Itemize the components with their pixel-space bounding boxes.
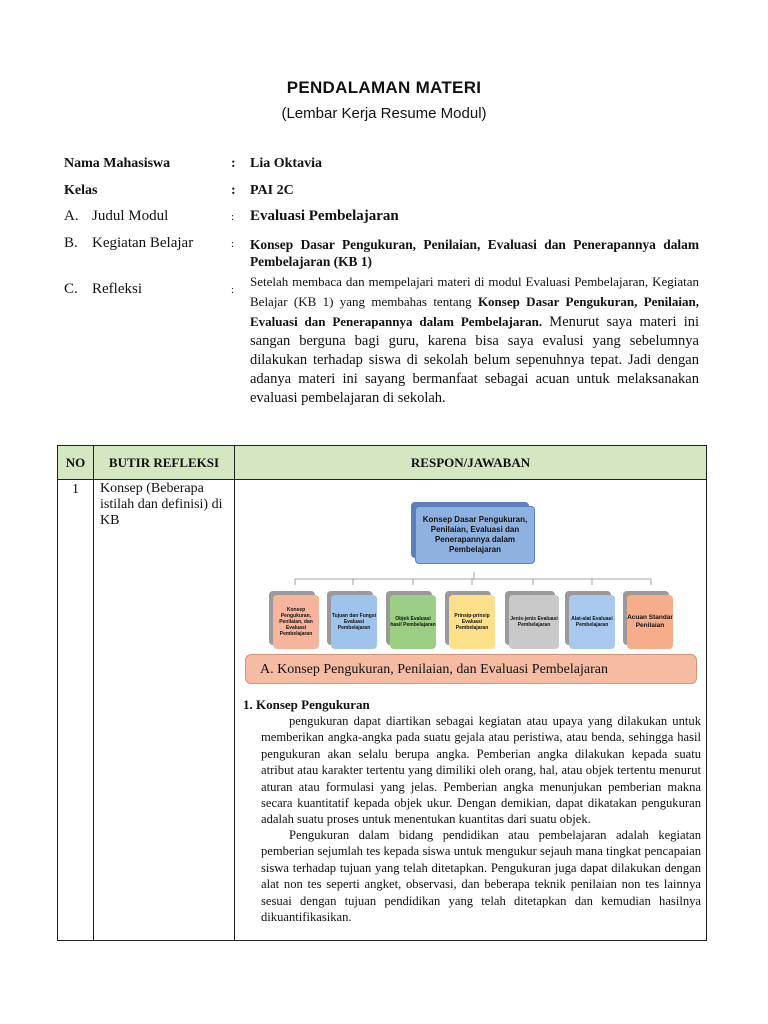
kelas-value: PAI 2C	[250, 183, 294, 198]
diagram-box-alat	[569, 595, 615, 649]
refleksi-label: Refleksi	[92, 281, 142, 297]
kegiatan-label-wrap	[64, 235, 193, 252]
diagram-box-acuan	[627, 595, 673, 649]
diagram-box-label: Tujuan dan Fungsi Evaluasi Pembelajaran	[331, 613, 377, 631]
diagram-box-label: Objek Evaluasi hasil Pembelajaran	[390, 616, 436, 628]
section-a-heading: A. Konsep Pengukuran, Penilaian, dan Evaluasi Pembelajaran	[245, 654, 697, 684]
refleksi-part1: Setelah membaca dan mempelajari materi di modul Evaluasi Pembelajaran, Kegiatan Belajar (KB 1) yang membahas tentang	[250, 274, 699, 309]
refleksi-value	[250, 272, 699, 408]
response-cell	[235, 480, 707, 941]
kegiatan-value: Konsep Dasar Pengukuran, Penilaian, Evaluasi dan Penerapannya dalam Pembelajaran (KB 1)	[250, 237, 699, 269]
kegiatan-label: Kegiatan Belajar	[92, 235, 194, 251]
table-row	[58, 480, 707, 941]
diagram-box-label: Acuan Standar Penilaian	[627, 614, 673, 629]
page-title: PENDALAMAN MATERI	[286, 78, 482, 97]
concept-diagram	[269, 502, 679, 637]
colon: :	[231, 183, 236, 198]
paragraph-2: Pengukuran dalam bidang pendidikan atau pembelajaran adalah kegiatan pemberian sejumlah tes kepada siswa untuk mengukur sejauh mana tingkat pencapaian siswa terhadap tujuan yang telah ditetapkan. Pengukuran juga dapat dilakukan dengan alat non tes seperti angket, observasi, dan beberapa teknik penilaian non tes lainnya sesuai dengan tujuan pendidikan yang telah ditetapkan dan kemudian hasilnya dikuantifikasikan.	[261, 828, 701, 925]
judul-value: Evaluasi Pembelajaran	[250, 208, 399, 224]
diagram-box-objek	[390, 595, 436, 649]
colon: :	[231, 238, 235, 250]
colon: :	[231, 284, 235, 296]
reflection-table	[57, 445, 707, 941]
sub-heading-konsep-pengukuran: 1. Konsep Pengukuran	[243, 697, 370, 712]
diagram-box-label: Jenis-jenis Evaluasi Pembelajaran	[510, 616, 558, 628]
diagram-box-label: Alat-alat Evaluasi Pembelajaran	[571, 616, 613, 628]
diagram-box-konsep	[273, 595, 319, 649]
table-header-row	[58, 446, 707, 480]
colon: :	[231, 156, 236, 171]
refleksi-label-wrap	[64, 281, 142, 298]
butir-text: Konsep (Beberapa istilah dan definisi) di KB	[94, 480, 235, 941]
diagram-box-prinsip	[449, 595, 495, 649]
judul-letter: A.	[64, 208, 79, 224]
judul-label: Judul Modul	[92, 208, 169, 224]
kegiatan-letter: B.	[64, 235, 78, 251]
refleksi-bold: Konsep Dasar Pengukuran, Penilaian, Evaluasi dan Penerapannya dalam Pembelajaran.	[250, 294, 699, 329]
nama-value: Lia Oktavia	[250, 156, 322, 171]
judul-label-wrap	[64, 208, 168, 225]
header-no: NO	[58, 446, 94, 480]
kelas-label: Kelas	[64, 183, 98, 198]
page-subtitle: (Lembar Kerja Resume Modul)	[281, 105, 487, 122]
header-butir: BUTIR REFLEKSI	[94, 446, 235, 480]
colon: :	[231, 211, 235, 223]
nama-label: Nama Mahasiswa	[64, 156, 171, 171]
diagram-box-label: Prinsip-prinsip Evaluasi Pembelajaran	[454, 613, 490, 631]
top-concept-box: Konsep Dasar Pengukuran, Penilaian, Evaluasi dan Penerapannya dalam Pembelajaran	[415, 506, 535, 564]
refleksi-letter: C.	[64, 281, 78, 297]
diagram-box-tujuan	[331, 595, 377, 649]
diagram-box-label: Konsep Pengukuran, Penilaian, dan Evaluasi Pembelajaran	[279, 607, 313, 637]
header-respon: RESPON/JAWABAN	[235, 446, 707, 480]
paragraph-1: pengukuran dapat diartikan sebagai kegiatan atau upaya yang dilakukan untuk memberikan angka-angka pada suatu gejala atau peristiwa, atau benda, sehingga hasil pengukuran akan selalu berupa angka. Pemberian angka dilakukan kepada suatu atribut atau karakter tertentu yang dimiliki oleh orang, hal, atau objek tertentu menurut aturan atau formulasi yang jelas. Pemberian angka menunjukan pemberian makna secara kuantitatif kepada objek ukur. Dengan demikian, dapat dikatakan pengukuran adalah suatu proses untuk menentukan kuantitas dari suatu objek.	[261, 714, 701, 827]
diagram-box-jenis	[509, 595, 559, 649]
row-number: 1	[58, 480, 94, 941]
refleksi-part2: Menurut saya materi ini sangan berguna bagi guru, karena bisa saya evalusi yang sebelumnya dilakukan terhadap siswa di sekolah belum sepenuhnya tepat. Jadi dengan adanya materi ini sayang bermanfaat sebagai acuan untuk melaksanakan evaluasi pembelajaran di sekolah.	[250, 314, 700, 406]
